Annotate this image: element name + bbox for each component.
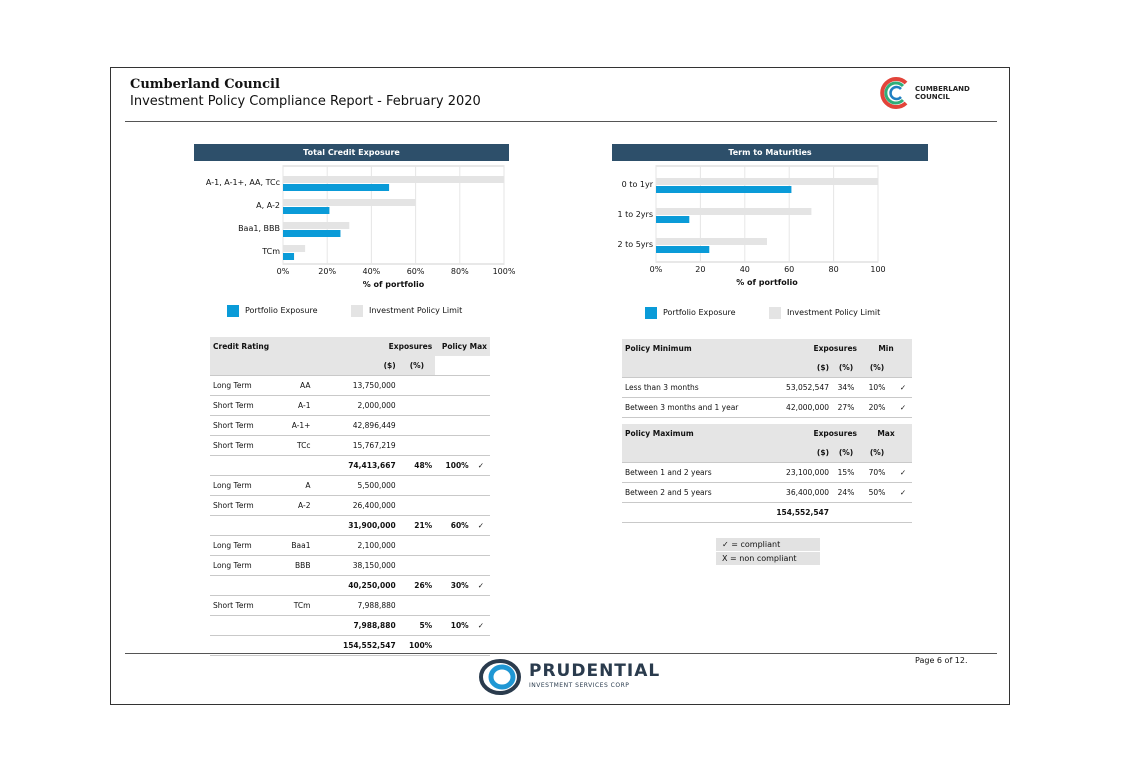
min-heading: Min bbox=[860, 339, 912, 358]
key-compliant: ✓ = compliant bbox=[716, 538, 820, 551]
category-label: A, A-2 bbox=[256, 201, 280, 210]
x-tick-label: 60 bbox=[784, 265, 795, 274]
cumberland-logo-icon bbox=[879, 76, 913, 110]
bar-exposure bbox=[283, 207, 329, 214]
compliance-key bbox=[716, 538, 820, 566]
policy-minimum-table bbox=[622, 339, 912, 418]
credit-chart-header: Total Credit Exposure bbox=[194, 144, 509, 161]
subtotal-row: 154,552,547 100% bbox=[210, 636, 490, 656]
max-amount-subheading: ($) bbox=[772, 443, 832, 463]
key-noncompliant: X = non compliant bbox=[716, 552, 820, 565]
term-maturity-chart bbox=[561, 162, 1011, 292]
max-pct-subheading: (%) bbox=[832, 443, 860, 463]
table-row: Short Term A-2 26,400,000 bbox=[210, 496, 490, 516]
policy-maximum-table bbox=[622, 424, 912, 523]
bar-exposure bbox=[656, 246, 709, 253]
legend-limit-swatch bbox=[769, 307, 781, 319]
bar-exposure bbox=[656, 216, 689, 223]
plot-area bbox=[618, 166, 886, 287]
table-row: Between 3 months and 1 year 42,000,000 27% 20% ✓ bbox=[622, 398, 912, 418]
table-row: Less than 3 months 53,052,547 34% 10% ✓ bbox=[622, 378, 912, 398]
bar-limit bbox=[283, 199, 416, 206]
table-row: Long Term A 5,500,000 bbox=[210, 476, 490, 496]
cumberland-logo-text: CUMBERLAND COUNCIL bbox=[915, 85, 970, 101]
min-pct-subheading: (%) bbox=[832, 358, 860, 378]
policy-minimum-heading: Policy Minimum bbox=[622, 339, 772, 358]
plot-area bbox=[206, 166, 516, 289]
table-row: Short Term A-1 2,000,000 bbox=[210, 396, 490, 416]
legend-exposure-swatch bbox=[227, 305, 239, 317]
x-tick-label: 80 bbox=[828, 265, 839, 274]
org-name: Cumberland Council bbox=[130, 77, 280, 92]
legend-limit-label: Investment Policy Limit bbox=[369, 306, 463, 315]
amount-subheading: ($) bbox=[313, 356, 398, 376]
subtotal-row: 40,250,000 26% 30% ✓ bbox=[210, 576, 490, 596]
policy-max-heading: Policy Max bbox=[435, 337, 490, 356]
x-axis-label: % of portfolio bbox=[362, 280, 425, 289]
bar-exposure bbox=[656, 186, 791, 193]
credit-rating-table bbox=[210, 337, 490, 656]
bar-limit bbox=[656, 238, 767, 245]
x-tick-label: 80% bbox=[450, 267, 469, 276]
maturity-total: 154,552,547 bbox=[772, 503, 832, 523]
footer-divider bbox=[125, 653, 997, 654]
x-tick-label: 60% bbox=[406, 267, 425, 276]
category-label: 2 to 5yrs bbox=[617, 240, 653, 249]
category-label: 1 to 2yrs bbox=[617, 210, 653, 219]
x-tick-label: 40% bbox=[362, 267, 381, 276]
prudential-logo-icon bbox=[479, 658, 523, 696]
bar-limit bbox=[283, 245, 305, 252]
table-row: Long Term BBB 38,150,000 bbox=[210, 556, 490, 576]
table-row: Long Term AA 13,750,000 bbox=[210, 376, 490, 396]
legend-exposure-swatch bbox=[645, 307, 657, 319]
max-heading: Max bbox=[860, 424, 912, 443]
subtotal-row: 31,900,000 21% 60% ✓ bbox=[210, 516, 490, 536]
pct-subheading: (%) bbox=[399, 356, 436, 376]
x-tick-label: 20 bbox=[695, 265, 706, 274]
credit-rating-heading: Credit Rating bbox=[210, 337, 313, 356]
max-limit-subheading: (%) bbox=[860, 443, 894, 463]
bar-limit bbox=[283, 176, 504, 183]
table-row: Short Term TCc 15,767,219 bbox=[210, 436, 490, 456]
credit-exposure-chart bbox=[111, 162, 561, 292]
policy-maximum-heading: Policy Maximum bbox=[622, 424, 772, 443]
x-axis-label: % of portfolio bbox=[736, 278, 798, 287]
report-title: Investment Policy Compliance Report - February 2020 bbox=[130, 94, 481, 109]
category-label: 0 to 1yr bbox=[621, 180, 653, 189]
page-number: Page 6 of 12. bbox=[915, 656, 968, 665]
x-tick-label: 40 bbox=[739, 265, 750, 274]
x-tick-label: 100% bbox=[492, 267, 516, 276]
table-row: Between 1 and 2 years 23,100,000 15% 70% ✓ bbox=[622, 463, 912, 483]
legend-exposure-label: Portfolio Exposure bbox=[245, 306, 318, 315]
max-exposures-heading: Exposures bbox=[772, 424, 860, 443]
x-tick-label: 100 bbox=[870, 265, 886, 274]
bar-limit bbox=[656, 178, 878, 185]
category-label: TCm bbox=[262, 247, 280, 256]
legend-limit-swatch bbox=[351, 305, 363, 317]
x-tick-label: 20% bbox=[318, 267, 337, 276]
maturity-chart-header: Term to Maturities bbox=[612, 144, 928, 161]
table-row: Between 2 and 5 years 36,400,000 24% 50% ✓ bbox=[622, 483, 912, 503]
x-tick-label: 0% bbox=[276, 267, 290, 276]
table-row: Short Term TCm 7,988,880 bbox=[210, 596, 490, 616]
legend-exposure-label: Portfolio Exposure bbox=[663, 308, 736, 317]
table-row: Short Term A-1+ 42,896,449 bbox=[210, 416, 490, 436]
subtotal-row: 7,988,880 5% 10% ✓ bbox=[210, 616, 490, 636]
table-row: Long Term Baa1 2,100,000 bbox=[210, 536, 490, 556]
bar-exposure bbox=[283, 230, 340, 237]
prudential-subtitle: INVESTMENT SERVICES CORP bbox=[529, 682, 630, 689]
bar-exposure bbox=[283, 253, 294, 260]
legend-limit-label: Investment Policy Limit bbox=[787, 308, 881, 317]
min-exposures-heading: Exposures bbox=[772, 339, 860, 358]
min-amount-subheading: ($) bbox=[772, 358, 832, 378]
bar-limit bbox=[283, 222, 349, 229]
category-label: A-1, A-1+, AA, TCc bbox=[205, 178, 280, 187]
header-divider bbox=[125, 121, 997, 122]
subtotal-row: 74,413,667 48% 100% ✓ bbox=[210, 456, 490, 476]
x-tick-label: 0% bbox=[649, 265, 663, 274]
category-label: Baa1, BBB bbox=[238, 224, 280, 233]
prudential-brand: PRUDENTIAL bbox=[529, 661, 661, 681]
bar-exposure bbox=[283, 184, 389, 191]
report-page bbox=[110, 67, 1010, 705]
bar-limit bbox=[656, 208, 811, 215]
exposures-heading: Exposures bbox=[313, 337, 435, 356]
min-limit-subheading: (%) bbox=[860, 358, 894, 378]
